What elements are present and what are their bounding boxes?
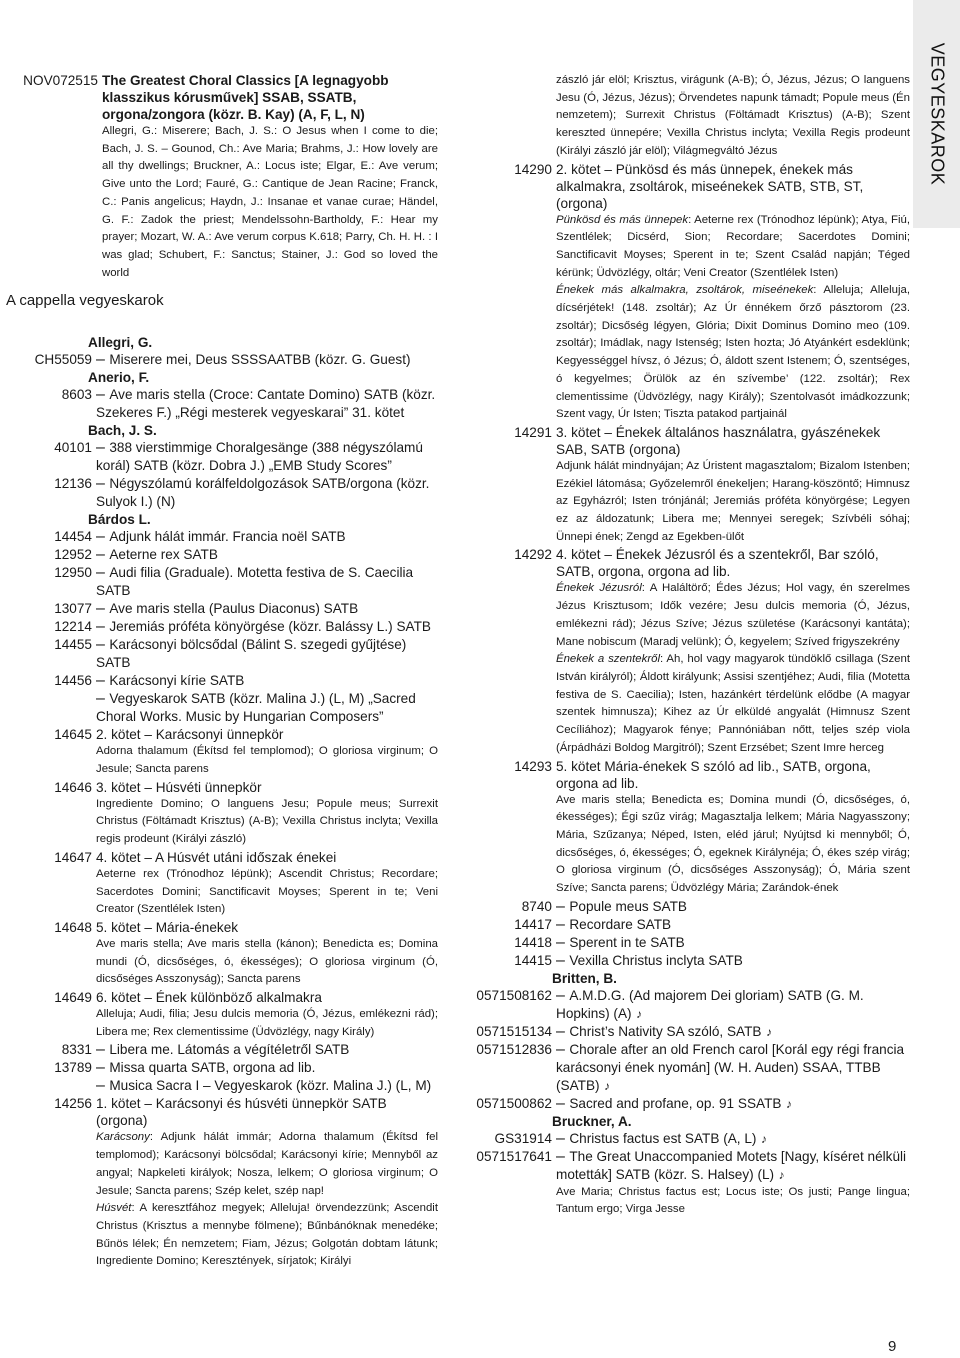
entry-contents: Ave maris stella; Ave maris stella (kánon); Benedicta es; Domina mundi (Ó, dicsőséges, ó, ékességes); O gloriosa virginum (Ó, dicsőséges Asszonyság); Sancta parens [96, 937, 438, 986]
catalog-code: 14645 [54, 727, 92, 743]
catalog-entry: 14454 – Adjunk hálát immár. Francia noël SATB [6, 528, 438, 546]
catalog-entry [6, 989, 438, 1041]
composer-heading: Anerio, F. [88, 370, 150, 386]
catalog-entry [470, 424, 910, 547]
entry-contents: Énekek Jézusról: A Haláltörő; Édes Jézus; Hol vagy, én szerelmes Jézus Krisztusom; Idők vezére; Jesu dulcis memoria (Ó, Jézus, emlékezni rád); Jézus Szíve; Jézus születése (Karácsonyi kantáta); Mane nobiscum (Maradj velünk); Ó, kegyelem; Szíved frigyszekrény [556, 582, 911, 648]
catalog-entry-continued [470, 72, 910, 161]
entry-title: 4. kötet – Énekek Jézusról és a szentekről, Bar szóló, SATB, orgona, orgona ad lib. [556, 547, 879, 580]
composer-heading: Bach, J. S. [88, 423, 157, 439]
catalog-entry: 0571500862 – Sacred and profane, op. 91 SSATB ♪ [470, 1095, 910, 1113]
catalog-code: 14455 [54, 637, 92, 653]
catalog-code: 14290 [514, 161, 552, 177]
entry-title: Jeremiás próféta könyörgése (közr. Balássy L.) SATB [109, 619, 431, 635]
entry-title: Recordare SATB [569, 916, 672, 932]
catalog-code: 14648 [54, 919, 92, 935]
entry-contents: Ingrediente Domino; O languens Jesu; Popule meus; Surrexit Christus (Föltámadt Krisztus) (A-B); Vexilla Christus inclyta; Vexilla regis prodeunt (Királyi zászló) [96, 797, 438, 846]
audio-note-icon: ♪ [604, 1078, 611, 1093]
catalog-code: 14415 [514, 952, 552, 968]
audio-note-icon: ♪ [785, 1096, 792, 1111]
entry-title: Sacred and profane, op. 91 SSATB [569, 1095, 782, 1111]
entry-contents: Adorna thalamum (Ékítsd fel templomod); O gloriosa virginum; O Jesule; Sancta parens [96, 745, 438, 776]
composer-heading: Bruckner, A. [552, 1113, 632, 1129]
entry-title: Ave maris stella (Paulus Diaconus) SATB [109, 601, 359, 617]
composer-heading: Allegri, G. [88, 335, 153, 351]
catalog-entry: 14455 – Karácsonyi bölcsődal (Bálint S. szegedi gyűjtése) SATB [6, 636, 438, 672]
audio-note-icon: ♪ [760, 1131, 767, 1146]
entry-title: The Greatest Choral Classics [A legnagyobb klasszikus kórusművek] SSAB, SSATB, orgona/zongora (közr. B. Kay) (A, F, L, N) [102, 73, 389, 122]
catalog-code: 40101 [54, 440, 92, 456]
catalog-code: 12952 [54, 547, 92, 563]
entry-contents: Aeterne rex (Trónodhoz lépünk); Ascendit Christus; Recordare; Sacerdotes Domini; Sanctificavit Moyses; Sperent in te; Veni Creator (Szentlélek Isten) [96, 867, 438, 916]
catalog-entry [6, 919, 438, 989]
catalog-entry [470, 546, 910, 757]
entry-contents: zászló jár elöl; Krisztus, virágunk (A-B); Ó, Jézus, Jézus; O languens Jesu (Ó, Jézus, Jézus); Örvendetes napunk támadt; Popule meus (Én nemzetem); Surrexit Christus (Föltámadt Krisztus) (A-B); Szent kereszted ünnepére; Vexilla Christus inclyta; Vexilla Regis prodeunt (Királyi zászló jár elöl); Világmegváltó Jézus [556, 74, 910, 157]
entry-title: 5. kötet – Mária-énekek [96, 919, 239, 935]
entry-contents: Ave Maria; Christus factus est; Locus iste; Os justi; Pange lingua; Tantum ergo; Virga Jesse [556, 1185, 910, 1216]
entry-title: Sperent in te SATB [569, 934, 685, 950]
catalog-code: 14418 [514, 934, 552, 950]
entry-title: Aeterne rex SATB [109, 547, 218, 563]
entry-title: Popule meus SATB [569, 898, 687, 914]
entry-contents: Karácsony: Adjunk hálát immár; Adorna thalamum (Ékítsd fel templomod); Karácsonyi bölcsődal; Karácsonyi kírie; Mennyből az angyal; Napkeleti királyok; Nosza, lelkem; O gloriosa virginum; O Jesule; Sancta parens; Szép kelet, szép nap! [96, 1131, 438, 1197]
catalog-entry [6, 726, 438, 778]
catalog-entry: – Musica Sacra I – Vegyeskarok (közr. Malina J.) (L, M) [96, 1077, 432, 1095]
catalog-entry [6, 779, 438, 849]
catalog-code: 14256 [54, 1096, 92, 1112]
catalog-code: 12214 [54, 619, 92, 635]
catalog-code: 0571517641 [476, 1148, 552, 1164]
entry-title: 2. kötet – Pünkösd és más ünnepek, énekek más alkalmakra, zsoltárok, miseénekek SATB, STB, ST, (orgona) [556, 161, 864, 211]
catalog-code: 14456 [54, 673, 92, 689]
catalog-entry [470, 758, 910, 898]
side-tab-label: VEGYESKAROK [927, 42, 947, 186]
entry-title: Audi filia (Graduale). Motetta festiva de S. Caecilia SATB [96, 565, 414, 599]
catalog-entry [470, 161, 910, 424]
entry-contents: Alleluja; Audi, filia; Jesu dulcis memoria (Ó, Jézus, emlékezni rád); Libera me; Rex clementissime (Üdvözlégy, nagy Király) [96, 1008, 438, 1038]
catalog-entry: 0571512836 – Chorale after an old French carol [Korál egy régi francia karácsonyi ének nyomán] (W. H. Auden) SSAA, TTBB (SATB) ♪ [470, 1041, 910, 1095]
catalog-code: 14293 [514, 758, 552, 774]
catalog-entry: 8331 – Libera me. Látomás a végítéletről SATB [6, 1041, 438, 1059]
entry-title: Vegyeskarok SATB (közr. Malina J.) (L, M) „Sacred Choral Works. Music by Hungarian Composers” [96, 691, 416, 725]
catalog-entry: 14418 – Sperent in te SATB [470, 934, 910, 952]
entry-contents: Adjunk hálát mindnyájan; Az Úristent magasztalom; Bizalom Istenben; Ezékiel látomása; Győzelemről énekeljen; Harang-köszöntő; Himnusz az Egyházról; Isten trónjánál; Jeremiás próféta könyörgése; Legyen ez az áldozatunk; Libera me; Mennyei seregek; Szívbéli sóhaj; Ünnepi ének; Zengd az Egekben-ülőt [556, 459, 910, 543]
catalog-code: 0571500862 [476, 1095, 552, 1111]
catalog-code: 0571512836 [476, 1041, 552, 1057]
left-column [6, 72, 438, 1271]
catalog-entry: 14456 – Karácsonyi kírie SATB [6, 672, 438, 690]
catalog-code: 0571508162 [476, 987, 552, 1003]
section-side-tab [913, 0, 960, 228]
page-number: 9 [888, 1338, 897, 1355]
entry-title: Adjunk hálát immár. Francia noël SATB [109, 529, 346, 545]
catalog-code: 14291 [514, 424, 552, 440]
entry-contents: Húsvét: A keresztfához megyek; Alleluja! örvendezzünk; Ascendit Christus (Krisztus a mennybe fölmene); Bűnbánóknak menedéke; Bűnös lélek; Én nemzetem; Fiam, Jézus; Golgotán dobtam látunk; Ingrediente Domino; Keresztények, sírjatok; Királyi [96, 1202, 438, 1268]
catalog-entry [6, 849, 438, 919]
catalog-entry: 12952 – Aeterne rex SATB [6, 546, 438, 564]
entry-title: 3. kötet – Húsvéti ünnepkör [96, 779, 262, 795]
entry-title: Chorale after an old French carol [Korál egy régi francia karácsonyi ének nyomán] (W. H. Auden) SSAA, TTBB (SATB) [556, 1041, 905, 1093]
catalog-entry: CH55059 – Miserere mei, Deus SSSSAATBB (közr. G. Guest) [6, 351, 438, 369]
catalog-code: 13077 [54, 601, 92, 617]
catalog-code: 14647 [54, 849, 92, 865]
catalog-code: 14646 [54, 779, 92, 795]
entry-title: A.M.D.G. (Ad majorem Dei gloriam) SATB (G. M. Hopkins) (A) [556, 987, 864, 1021]
entry-title: Vexilla Christus inclyta SATB [569, 952, 743, 968]
audio-note-icon: ♪ [636, 1006, 642, 1021]
catalog-code: 14417 [514, 916, 552, 932]
entry-title: 1. kötet – Karácsonyi és húsvéti ünnepkör SATB (orgona) [96, 1096, 387, 1129]
catalog-code: 0571515134 [476, 1023, 552, 1039]
entry-title: Négyszólamú korálfeldolgozások SATB/orgona (közr. Sulyok I.) (N) [96, 476, 430, 510]
composer-heading: Britten, B. [552, 970, 617, 986]
entry-title: 6. kötet – Ének különböző alkalmakra [96, 990, 322, 1006]
catalog-code: 14649 [54, 990, 92, 1006]
entry-title: Christ’s Nativity SA szóló, SATB [569, 1023, 762, 1039]
catalog-code: 14454 [54, 529, 92, 545]
catalog-code: 8740 [521, 898, 552, 914]
entry-title: Karácsonyi bölcsődal (Bálint S. szegedi gyűjtése) SATB [96, 637, 407, 671]
catalog-entry: – Vegyeskarok SATB (közr. Malina J.) (L, M) „Sacred Choral Works. Music by Hungarian Composers” [96, 690, 416, 725]
catalog-code: 8331 [61, 1042, 92, 1058]
catalog-entry: 14415 – Vexilla Christus inclyta SATB [470, 952, 910, 970]
right-column [470, 72, 910, 1219]
catalog-code: NOV072515 [23, 73, 98, 88]
catalog-entry: 12950 – Audi filia (Graduale). Motetta festiva de S. Caecilia SATB [6, 564, 438, 600]
catalog-code: 13789 [54, 1060, 92, 1076]
audio-note-icon: ♪ [778, 1167, 785, 1182]
catalog-code: 8603 [61, 387, 92, 403]
catalog-entry [6, 72, 438, 282]
composer-heading: Bárdos L. [88, 512, 151, 528]
catalog-entry: 13789 – Missa quarta SATB, orgona ad lib. [6, 1059, 438, 1077]
catalog-code: 12136 [54, 476, 92, 492]
catalog-entry: 0571517641 – The Great Unaccompanied Motets [Nagy, kíséret nélküli motetták] SATB (közr. S. Halsey) (L) ♪ Ave Maria; Christus factus est; Locus iste; Os justi; Pange lingua; Tantum ergo; Virga Jesse [470, 1148, 910, 1219]
entry-contents: Pünkösd és más ünnepek: Aeterne rex (Trónodhoz lépünk); Atya, Fiú, Szentlélek; Dicsérd, Sion; Recordare; Sacerdotes Domini; Sanctificavit Moyses; Sperent in te; Szent Család napján; Téged kérünk; Üdvözlégy, oltár; Veni Creator (Szentlélek Isten) [556, 213, 910, 279]
entry-contents: Ave maris stella; Benedicta es; Domina mundi (Ó, dicsőséges, ó, ékességes); Égi szűz virág; Magasztalja lelkem; Mária Nagyasszony; Mária, Szűzanya; Néped, Isten, eléd járul; Nyújtsd ki mennyből; Ó, dicsőséges, ó, ékességes; Ó, egeknek Királynéja; Ó, ékes szép virág; O gloriosa virginum (Ó, dicsőséges Asszonyság); Ó, Mária szent Szíve; Sancta parens; Üdvözlégy Mária; Zarándok-ének [556, 793, 910, 895]
entry-title: Musica Sacra I – Vegyeskarok (közr. Malina J.) (L, M) [109, 1078, 432, 1094]
entry-title: Missa quarta SATB, orgona ad lib. [109, 1060, 316, 1076]
catalog-code: GS31914 [494, 1130, 552, 1146]
entry-contents: Énekek a szentekről: Ah, hol vagy magyarok tündöklő csillaga (Szent István királyról); Áldott királyunk; Assisi szentjéhez; Audi, filia (Motetta festiva de S. Caecilia); Isten, hazánkért térdelünk elődbe (A magyar szentek himnusza); Kihez az Úr elküldé angyalát (Himnusz Szent Cecíliához); Magyarok fénye; Pannóniában nőtt, teljes szép viola (Árpádházi Boldog Margitról); Szent Erzsébet; Szent Imre herceg [556, 653, 910, 754]
entry-contents: Allegri, G.: Miserere; Bach, J. S.: O Jesus when I come to die; Bach, J. S. – Gounod, Ch.: Ave Maria; Brahms, J.: How lovely are all thy dwellings; Bruckner, A.: Locus iste; Elgar, E.: Ave verum; Give unto the Lord; Fauré, G.: Cantique de Jean Racine; Franck, C.: Panis angelicus; Haydn, J.: Insanae et vanae curae; Händel, G. F.: Zadok the priest; Mendelssohn-Bartholdy, F.: Hear my prayer; Mozart, W. A.: Ave verum corpus K.618; Parry, Ch. H. H. : I was glad; Schubert, F.: Sanctus; Stainer, J.: God so loved the world [102, 125, 438, 279]
catalog-entry: 14417 – Recordare SATB [470, 916, 910, 934]
catalog-entry: 12136 – Négyszólamú korálfeldolgozások SATB/orgona (közr. Sulyok I.) (N) [6, 475, 438, 511]
catalog-entry: 40101 – 388 vierstimmige Choralgesänge (388 négyszólamú korál) SATB (közr. Dobra J.) „EMB Study Scores” [6, 439, 438, 475]
entry-title: 4. kötet – A Húsvét utáni időszak énekei [96, 849, 337, 865]
entry-title: Christus factus est SATB (A, L) [569, 1130, 757, 1146]
catalog-entry: 0571515134 – Christ’s Nativity SA szóló, SATB ♪ [470, 1023, 910, 1041]
entry-title: 3. kötet – Énekek általános használatra, gyászénekek SAB, SATB (orgona) [556, 424, 881, 457]
catalog-entry [6, 1095, 438, 1271]
catalog-entry: 0571508162 – A.M.D.G. (Ad majorem Dei gloriam) SATB (G. M. Hopkins) (A) ♪ [470, 987, 910, 1023]
entry-title: Miserere mei, Deus SSSSAATBB (közr. G. Guest) [109, 352, 411, 368]
catalog-code: 14292 [514, 547, 552, 563]
entry-title: 5. kötet Mária-énekek S szóló ad lib., SATB, orgona, orgona ad lib. [556, 758, 871, 791]
catalog-entry: 12214 – Jeremiás próféta könyörgése (közr. Balássy L.) SATB [6, 618, 438, 636]
entry-title: Ave maris stella (Croce: Cantate Domino) SATB (közr. Szekeres F.) „Régi mesterek vegyeskarai” 31. kötet [96, 387, 436, 421]
catalog-entry: 8603 – Ave maris stella (Croce: Cantate Domino) SATB (közr. Szekeres F.) „Régi mesterek vegyeskarai” 31. kötet [6, 386, 438, 422]
entry-title: Libera me. Látomás a végítéletről SATB [109, 1042, 350, 1058]
entry-title: The Great Unaccompanied Motets [Nagy, kíséret nélküli motetták] SATB (közr. S. Halsey) (L) [556, 1148, 907, 1182]
catalog-code: 12950 [54, 565, 92, 581]
entry-contents: Énekek más alkalmakra, zsoltárok, miseénekek: Alleluja; Alleluja, dícsérjétek! (148. zsoltár); Az Úr énnékem őrző pásztorom (23. zsoltár); Dicsőség légyen, Glória; Dixit Dominus Domino meo (109. zsoltár); Imádlak, nagy Istenség; Isten hozta; Jó Atyánkért esdeklünk; Kegyességgel hívsz, ó Jézus; Ó, áldott szent Istenem; Ó, szentséges, ó kegyelmes; Örülök az én szívembe’ (122. zsoltár); Rex clementissime (Üdvözlégy, nagy Király); Szentolvasót imádkozzunk; Szent vagy, Úr Isten; Tiszta patakod partjainál [556, 284, 910, 421]
catalog-entry: GS31914 – Christus factus est SATB (A, L) ♪ [470, 1130, 910, 1148]
section-heading: A cappella vegyeskarok [6, 292, 164, 310]
entry-title: 2. kötet – Karácsonyi ünnepkör [96, 727, 284, 743]
entry-title: 388 vierstimmige Choralgesänge (388 négyszólamú korál) SATB (közr. Dobra J.) „EMB Study Scores” [96, 440, 423, 474]
entry-title: Karácsonyi kírie SATB [109, 673, 245, 689]
audio-note-icon: ♪ [765, 1024, 772, 1039]
catalog-entry: 8740 – Popule meus SATB [470, 898, 910, 916]
catalog-entry: 13077 – Ave maris stella (Paulus Diaconus) SATB [6, 600, 438, 618]
catalog-code: CH55059 [34, 352, 92, 368]
